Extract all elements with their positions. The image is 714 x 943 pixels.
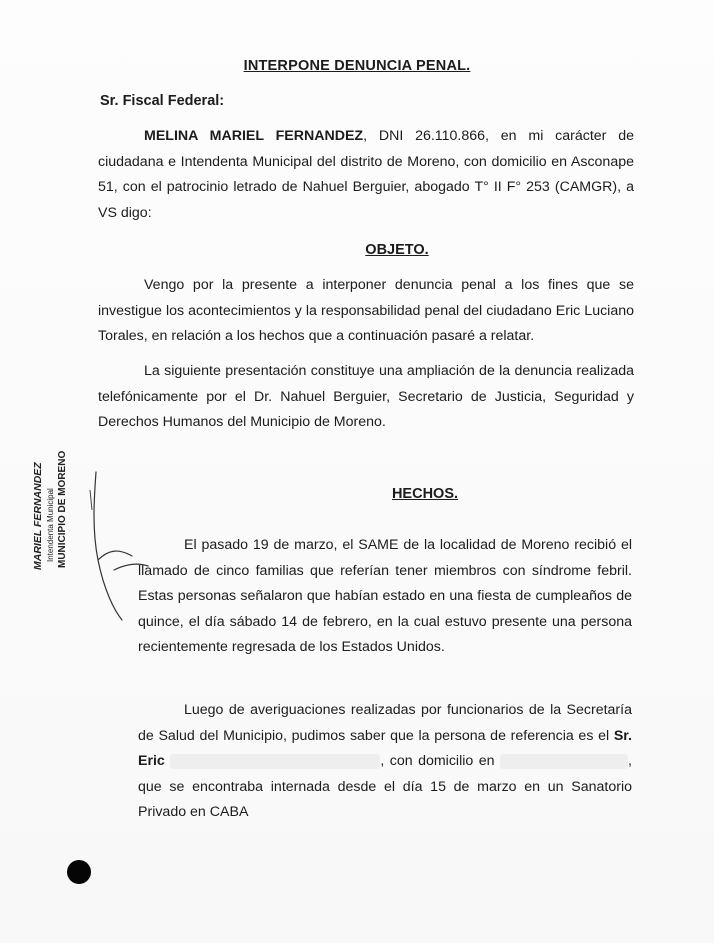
punch-hole-mark [67,860,91,884]
section-heading-hechos: HECHOS. [391,486,459,502]
stamp-role: Intendenta Municipal [46,488,55,562]
hechos-text-1: El pasado 19 de marzo, el SAME de la localidad de Moreno recibió el llamado de cinco familias que referían tener miembros con síndrome febril. Estas personas señalaron que habían estado en una fiesta de cumpleaños de quince, el día sábado 14 de febrero, en la cual estuvo presente una persona recientemente regresada de los Estados Unidos. [138,537,632,655]
stamp-name: MARIEL FERNANDEZ [32,462,44,570]
document-title: INTERPONE DENUNCIA PENAL. [243,58,471,74]
hechos-text-2b: , con domicilio [380,753,474,769]
stamp-municipality: MUNICIPIO DE MORENO [57,450,68,568]
section-heading-objeto: OBJETO. [365,242,429,258]
complainant-name: MELINA MARIEL FERNANDEZ [144,128,364,144]
redacted-surname [170,754,380,769]
official-stamp [22,440,72,580]
objeto-paragraph-2 [98,359,634,436]
redacted-address [500,754,628,769]
hechos-text-2d: , que se encontraba internada desde el día 15 de marzo en un Sanatorio Privado en CABA [138,753,632,820]
hechos-paragraph-1 [138,533,632,661]
intro-text: , DNI 26.110.866, en mi carácter de ciudadana e Intendenta Municipal del distrito de Moreno, con domicilio en Asconape 51, con el patrocinio letrado de Nahuel Berguier, abogado T° II F° 253 (CAMGR), a VS digo: [98,128,634,221]
intro-paragraph [98,124,634,226]
objeto-text-2: La siguiente presentación constituye una ampliación de la denuncia realizada telefónicamente por el Dr. Nahuel Berguier, Secretario de Justicia, Seguridad y Derechos Humanos del Municipio de Moreno. [98,363,634,430]
hechos-text-2c: en [478,753,495,769]
hechos-text-2a: Luego de averiguaciones realizadas por funcionarios de la Secretaría de Salud del Municipio, pudimos saber que la persona de referencia es el [138,702,632,744]
salutation: Sr. Fiscal Federal: [100,93,225,109]
objeto-text-1: Vengo por la presente a interponer denuncia penal a los fines que se investigue los acontecimientos y la responsabilidad penal del ciudadano Eric Luciano Torales, en relación a los hechos que a continuación pasaré a relatar. [98,277,634,344]
person-name: Sr. Eric [138,727,632,769]
objeto-paragraph-1 [98,273,634,350]
hechos-paragraph-2 [138,698,632,826]
signature-scribble [84,470,154,630]
